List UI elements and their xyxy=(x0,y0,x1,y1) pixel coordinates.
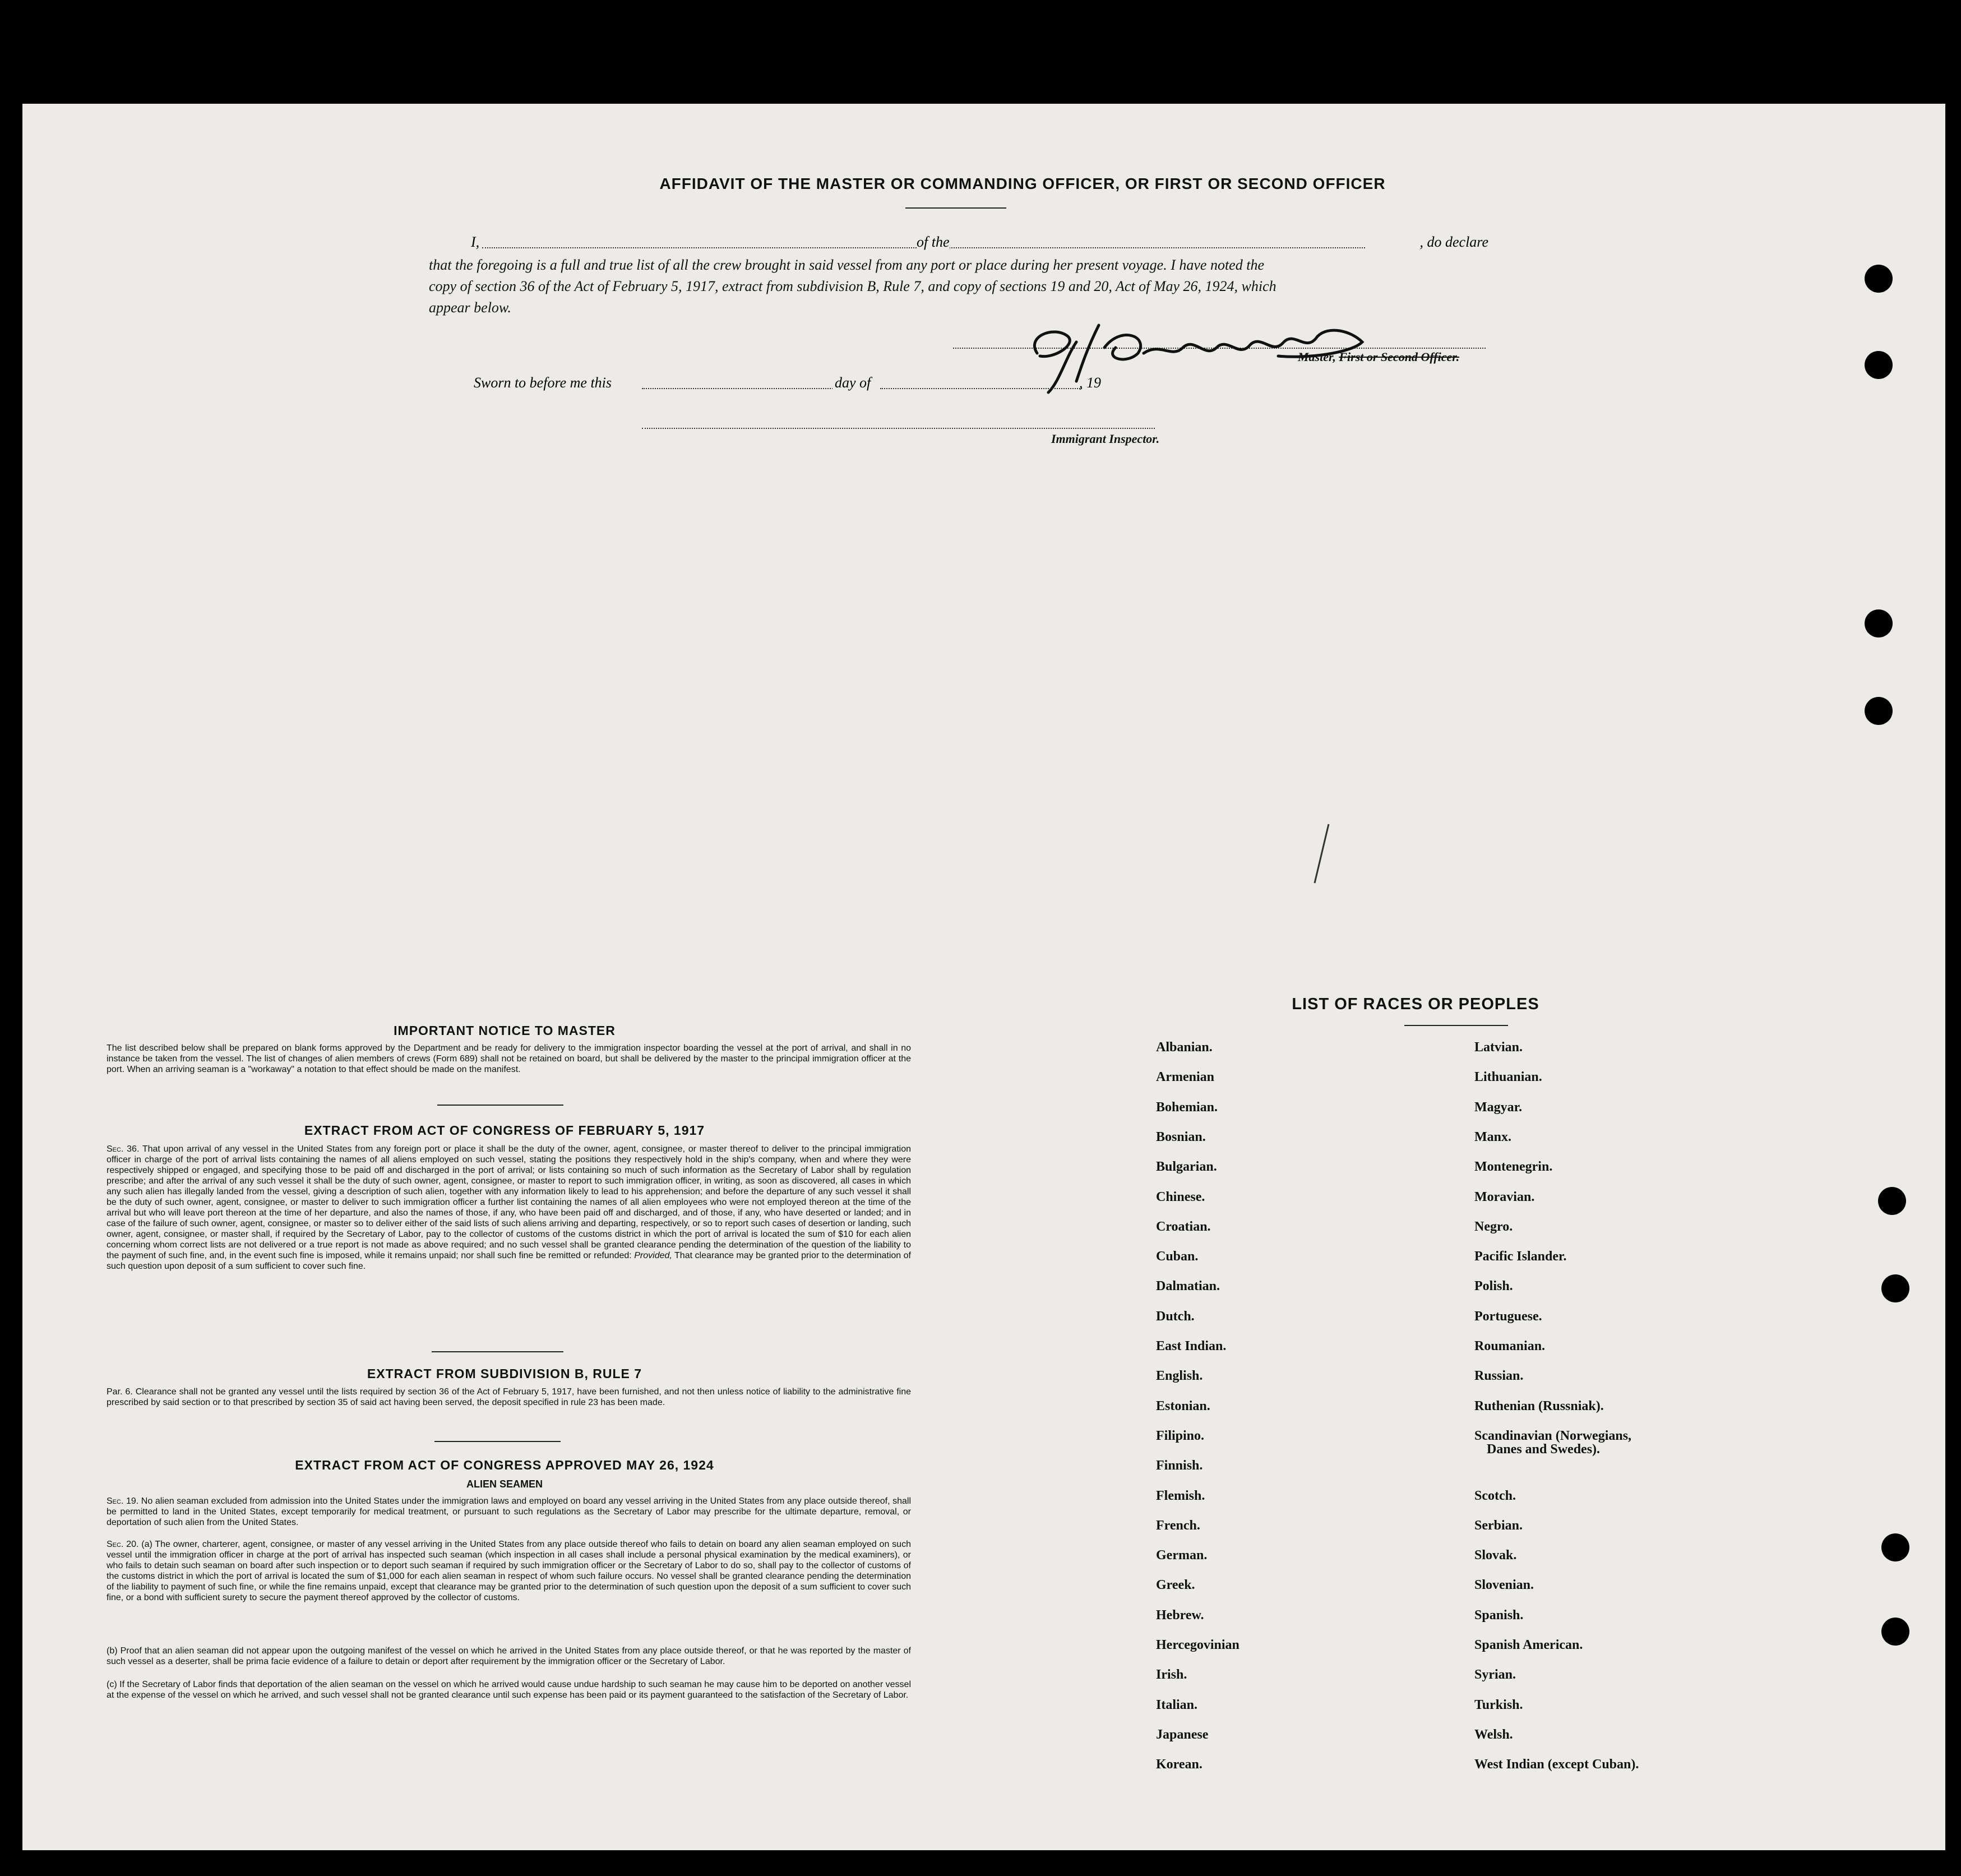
sec-36-label: Sec. 36. xyxy=(107,1144,140,1154)
race-item: Bohemian. xyxy=(1156,1099,1218,1115)
race-item: Serbian. xyxy=(1474,1518,1523,1533)
race-item: Albanian. xyxy=(1156,1040,1213,1055)
rule7-rule xyxy=(434,1441,561,1442)
race-item: Polish. xyxy=(1474,1279,1513,1294)
race-item: Hercegovinian xyxy=(1156,1638,1239,1652)
race-item: Lithuanian. xyxy=(1474,1070,1542,1085)
affidavit-line4: appear below. xyxy=(429,299,511,316)
sworn-day-field[interactable] xyxy=(642,388,855,389)
day-of-label: day of xyxy=(832,375,873,391)
race-item: Montenegrin. xyxy=(1474,1159,1553,1175)
signer-title xyxy=(1298,350,1459,364)
rule7-title: EXTRACT FROM SUBDIVISION B, RULE 7 xyxy=(367,1366,642,1381)
sec-20-label: Sec. 20. xyxy=(107,1540,139,1549)
sec-20b-text: (b) Proof that an alien seaman did not appear upon the outgoing manifest of the vessel on which he arrived in the United States from any place outside thereof, or that he was reported by the master of such vessel as a deserter, shall be prima facie evidence of a failure to detain or deport after requirement by the immigration officer or the Secretary of Labor. xyxy=(107,1646,911,1666)
race-item: German. xyxy=(1156,1548,1208,1563)
sworn-label: Sworn to before me this xyxy=(474,375,612,391)
sec-19-text xyxy=(107,1496,911,1528)
race-item: Spanish American. xyxy=(1474,1638,1583,1652)
pen-mark xyxy=(1306,819,1340,891)
race-item: Bosnian. xyxy=(1156,1129,1206,1144)
race-item: Korean. xyxy=(1156,1757,1202,1772)
sec-19-label: Sec. 19. xyxy=(107,1496,139,1506)
affidavit-line3: copy of section 36 of the Act of February 5, 1917, extract from subdivision B, Rule 7, and copy of sections 19 and 20, Act of May 26, 1924, which xyxy=(429,278,1276,294)
proviso-text: That clearance may be granted prior to the determination of such question upon deposit of a sum sufficient to cover such fine. xyxy=(107,1251,912,1271)
race-item: Turkish. xyxy=(1474,1697,1523,1712)
sec-20a-body: (a) The owner, charterer, agent, consignee, or master of any vessel arriving in the United States from any place outside thereof who fails to detain on board any alien seaman employed on such vessel until the immigration officer in charge at the port of arrival has inspected such seaman (which inspection in all cases shall include a personal physical examination by the medical examiners), or who fails to detain such seaman on board after such inspection or to deport such seaman if required by such immigration officer or the Secretary of Labor to do so, shall pay to the collector of customs of the customs district in which the port of arrival is located the sum of $1,000 for each alien seaman in respect of whom such failure occurs. No vessel shall be granted clearance pending the determination of the liability to payment of such fine, or while the fine remains unpaid, except that clearance may be granted prior to the determination of such question upon the deposit of a sum sufficient to cover such fine, or a bond with sufficient surety to secure the payment thereof approved by the collector of customs. xyxy=(107,1540,911,1602)
punch-hole xyxy=(1881,1274,1909,1302)
race-item: Welsh. xyxy=(1474,1727,1513,1742)
race-item: Greek. xyxy=(1156,1578,1195,1593)
sworn-month-field[interactable] xyxy=(880,388,1082,389)
punch-hole xyxy=(1865,697,1893,725)
extract-1917-title: EXTRACT FROM ACT OF CONGRESS OF FEBRUARY 5, 1917 xyxy=(304,1123,705,1138)
race-item: Dutch. xyxy=(1156,1309,1195,1324)
year-label: , 19 xyxy=(1079,375,1101,391)
affidavit-title-rule xyxy=(905,207,1006,209)
punch-hole xyxy=(1878,1187,1906,1215)
sec-20c-text: (c) If the Secretary of Labor finds that deportation of the alien seaman on the vessel on which he arrived would cause undue hardship to such seaman he may cause him to be deported on another vessel at the expense of the vessel on which he arrived, and such vessel shall not be granted clearance until such expense has been paid or its payment guaranteed to the satisfaction of the Secretary of Labor. xyxy=(107,1680,911,1700)
affidavit-line2: that the foregoing is a full and true list of all the crew brought in said vessel from any port or place during her present voyage. I have noted the xyxy=(429,257,1264,273)
declare-label: , do declare xyxy=(1419,234,1488,250)
punch-hole xyxy=(1865,265,1893,293)
race-item: Armenian xyxy=(1156,1070,1214,1085)
of-the-label: of the xyxy=(917,234,950,250)
race-item: Hebrew. xyxy=(1156,1607,1204,1623)
race-item: Syrian. xyxy=(1474,1667,1516,1683)
sworn-line xyxy=(474,375,1118,391)
race-item: West Indian (except Cuban). xyxy=(1474,1757,1639,1772)
race-item: Bulgarian. xyxy=(1156,1159,1217,1175)
punch-hole xyxy=(1881,1618,1909,1646)
race-item: Irish. xyxy=(1156,1667,1187,1683)
race-item: Moravian. xyxy=(1474,1189,1535,1204)
inspector-signature-line xyxy=(642,428,1155,429)
race-item: Danes and Swedes). xyxy=(1487,1441,1601,1457)
notice-title: IMPORTANT NOTICE TO MASTER xyxy=(394,1023,616,1038)
race-item: Chinese. xyxy=(1156,1189,1205,1204)
extract-1924-title: EXTRACT FROM ACT OF CONGRESS APPROVED MAY 26, 1924 xyxy=(295,1458,714,1472)
extract-1917-rule xyxy=(432,1351,563,1352)
race-item: French. xyxy=(1156,1518,1200,1533)
punch-hole xyxy=(1865,609,1893,637)
race-item: Slovak. xyxy=(1474,1548,1517,1563)
race-item: East Indian. xyxy=(1156,1339,1227,1353)
sec-20a-text xyxy=(107,1539,911,1603)
notice-rule xyxy=(437,1105,563,1106)
race-item: Manx. xyxy=(1474,1129,1511,1144)
race-item: Flemish. xyxy=(1156,1488,1205,1503)
race-item: English. xyxy=(1156,1369,1203,1384)
race-item: Cuban. xyxy=(1156,1249,1199,1264)
rule7-text: Par. 6. Clearance shall not be granted any vessel until the lists required by section 36 of the Act of February 5, 1917, have been furnished, and not then unless notice of liability to the administrative fine prescribed by said section or to that prescribed by section 35 of said act having been served, the deposit specified in rule 23 has been made. xyxy=(107,1387,911,1407)
race-item: Croatian. xyxy=(1156,1219,1211,1234)
race-item: Latvian. xyxy=(1474,1040,1523,1055)
officer-label-struck: First or Second Officer. xyxy=(1339,350,1460,364)
race-item: Slovenian. xyxy=(1474,1578,1534,1593)
sec-36-body: That upon arrival of any vessel in the United States from any foreign port or place it shall be the duty of the owner, agent, consignee, or master thereof to deliver to the principal immigration officer in charge of the port of arrival lists containing the names of all aliens employed on such vessel, stating the positions they respectively hold in the ship's company, when and where they were respectively shipped or engaged, and specifying those to be paid off and discharged in the port of arrival; or lists containing so much of such information as the Secretary of Labor shall by regulation prescribe; and after the arrival of any such vessel it shall be the duty of such owner, agent, consignee, or master to report to such immigration officer, in writing, as soon as discovered, all cases in which any such alien has illegally landed from the vessel, giving a description of such alien, together with any information likely to lead to his apprehension; and before the departure of any such vessel it shall be the duty of such owner, agent, consignee, or master to deliver to such immigration officer a further list containing the names of all alien employees who were not employed thereon at the time of the arrival but who will leave port thereon at the time of her departure, and also the names of those, if any, who have been paid off and discharged, and of those, if any, who have deserted or landed; and in case of the failure of such owner, agent, consignee, or master so to deliver either of the said lists of such aliens arriving and departing, respectively, or so to report such cases of desertion or landing, such owner, agent, consignee, or master shall, if required by the Secretary of Labor, pay to the collector of customs of the customs district in which the port of arrival is located the sum of $10 for each alien concerning whom correct lists are not delivered or a true report is not made as above required; and no such vessel shall be granted clearance pending the determination of the question of the liability to the payment of such fine, and, in the event such fine is imposed, while it remains unpaid; nor shall such fine be remitted or refunded: xyxy=(107,1144,912,1260)
race-item: Roumanian. xyxy=(1474,1339,1546,1353)
sec-19-body: No alien seaman excluded from admission into the United States under the immigration laws and employed on board any vessel arriving in the United States from any place outside thereof, shall be permitted to land in the United States, except temporarily for medical treatment, or pursuant to such regulations as the Secretary of Labor may prescribe for the ultimate departure, removal, or deportation of such alien from the United States. xyxy=(107,1496,912,1527)
race-item: Pacific Islander. xyxy=(1474,1249,1567,1264)
race-item: Japanese xyxy=(1156,1727,1209,1742)
proviso-label: Provided, xyxy=(634,1251,672,1260)
notice-text: The list described below shall be prepared on blank forms approved by the Department and be ready for delivery to the immigration inspector boarding the vessel at the port of arrival, and shall in no instance be taken from the vessel. The list of changes of alien members of crews (Form 689) shall not be retained on board, but shall be delivered by the master to the principal immigration officer at the port. When an arriving seaman is a "workaway" a notation to that effect should be made on the manifest. xyxy=(107,1043,911,1074)
race-item: Ruthenian (Russniak). xyxy=(1474,1398,1604,1413)
extract-1917-text xyxy=(107,1144,911,1272)
race-item: Scandinavian (Norwegians, xyxy=(1474,1428,1632,1443)
punch-hole xyxy=(1865,351,1893,379)
race-item: Estonian. xyxy=(1156,1398,1210,1413)
race-item: Negro. xyxy=(1474,1219,1513,1234)
race-item: Spanish. xyxy=(1474,1607,1524,1623)
race-item: Filipino. xyxy=(1156,1428,1205,1443)
alien-seamen-subtitle: ALIEN SEAMEN xyxy=(466,1478,543,1490)
race-item: Portuguese. xyxy=(1474,1309,1542,1324)
race-item: Scotch. xyxy=(1474,1488,1516,1503)
race-item: Dalmatian. xyxy=(1156,1279,1220,1294)
affidavit-line1 xyxy=(429,234,1488,251)
races-title: LIST OF RACES OR PEOPLES xyxy=(1292,995,1539,1013)
master-label: Master, xyxy=(1298,350,1336,364)
declarant-prefix: I, xyxy=(471,234,480,250)
inspector-label: Immigrant Inspector. xyxy=(1051,432,1160,446)
race-item: Italian. xyxy=(1156,1697,1198,1712)
race-item: Russian. xyxy=(1474,1369,1524,1384)
race-item: Magyar. xyxy=(1474,1099,1523,1115)
race-item: Finnish. xyxy=(1156,1458,1203,1473)
punch-hole xyxy=(1881,1533,1909,1561)
races-rule xyxy=(1404,1025,1508,1026)
affidavit-title: AFFIDAVIT OF THE MASTER OR COMMANDING OFFICER, OR FIRST OR SECOND OFFICER xyxy=(659,175,1386,192)
